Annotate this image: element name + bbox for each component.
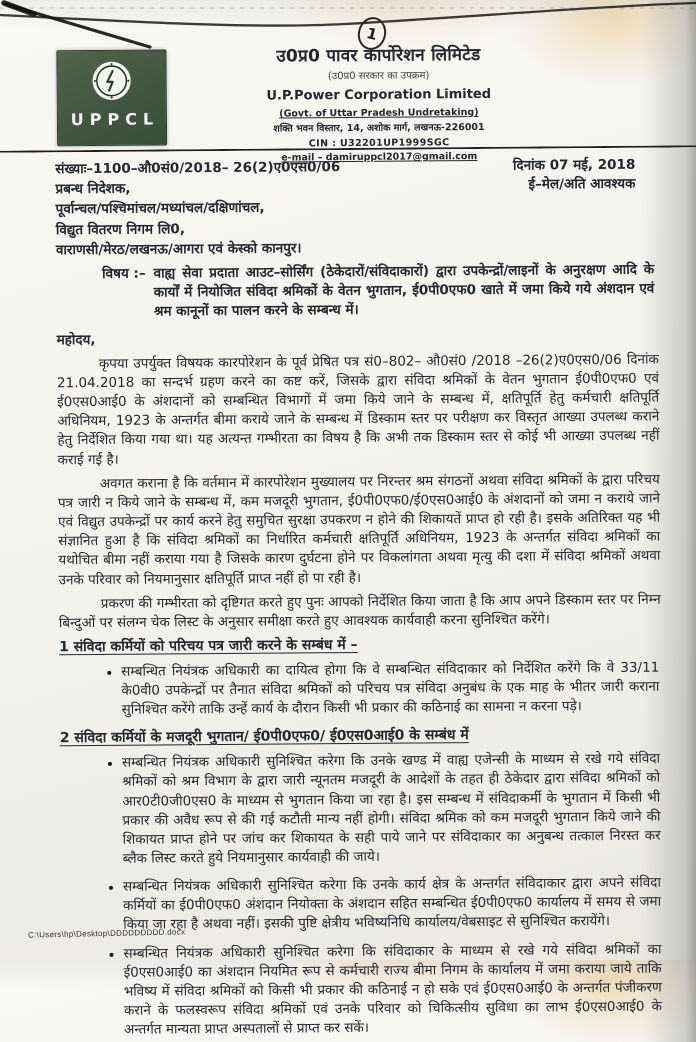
- addressee-line: वाराणसी/मेरठ/लखनऊ/आगरा एवं केस्को कानपुर।: [55, 240, 302, 259]
- section-1-bullet: • सम्बन्धित नियंत्रक अधिकारी का दायित्व होगा कि वे सम्बन्धित संविदाकार को निर्देशित करेंगे कि वे 33/11 के0वी0 उपकेन्द्रों पर तैनात संविदा श्रमिकों को परिचय पत्र संविदा अनुबंध के एक माह के भीतर जारी कराना सुनिश्चित करेंगे ताकि उन्हें कार्य के दौरान किसी भी प्रकार की कठिनाई का सामना न करना पड़े।: [121, 658, 661, 720]
- org-name-english: U.P.Power Corporation Limited: [266, 87, 492, 104]
- subject-text: वाह्य सेवा प्रदाता आउट–सोर्सिंग (ठेकेदारों/संविदाकारों) द्वारा उपकेन्द्रों/लाइनों के अनुरक्षण आदि के कार्यों में नियोजित संविदा श्रमिकों के वेतन भुगतान, ई0पी0एफ0 खाते में जमा किये गये अंशदान एवं श्रम कानूनों का पालन करने के सम्बन्ध में।: [153, 261, 655, 321]
- addressee-line: विद्युत वितरण निगम लि0,: [55, 220, 185, 238]
- org-subtitle-hindi: (उ0प्र0 सरकार का उपक्रम): [327, 70, 430, 83]
- letter-date: दिनांक 07 मई, 2018: [512, 156, 636, 174]
- footer-file-path: C:\Users\hp\Desktop\DDDDDDDDD.docx: [27, 927, 186, 940]
- paragraph: अवगत कराना है कि वर्तमान में कारपोरेशन मुख्यालय पर निरन्तर श्रम संगठनों अथवा संविदा श्रमिकों के द्वारा परिचय पत्र जारी न किये जाने के सम्बन्ध में, कम मजदूरी भुगतान, ई0पी0एफ0/ई0एस0आई0 के अंशदानों को जमा न कराये जाने एवं विद्युत उपकेन्द्रों पर कार्य करने हेतु समुचित सुरक्षा उपकरण न होने की शिकायतें प्राप्त हो रही है। इसके अतिरिक्त यह भी संज्ञानित हुआ है कि संविदा श्रमिकों का निर्धारित कर्मचारी क्षतिपूर्ति अधिनियम, 1923 के अन्तर्गत संविदा श्रमिकों का यथोचित बीमा नहीं कराया गया है जिसके कारण दुर्घटना होने पर विकलांगता अथवा मृत्यु की दशा में संविदा श्रमिकों अथवा उनके परिवार को नियमानुसार क्षतिपूर्ति प्राप्त नहीं हो पा रही है।: [57, 471, 661, 588]
- section-2-bullet: • सम्बन्धित नियंत्रक अधिकारी सुनिश्चित करेगा कि उनके कार्य क्षेत्र के अन्तर्गत संविदाकार द्वारा अपने संविदा कर्मियों का ई0पी0एफ0 अंशदान नियोक्ता के अंशदान सहित सम्बन्धित ई0पी0एफ0 कार्यालय में समय से जमा किया जा रहा है अथवा नहीं। इसकी पुष्टि क्षेत्रीय भविष्यनिधि कार्यालय/वेबसाइट से सुनिश्चित करायेंगे।: [123, 874, 663, 936]
- priority-note: ई–मेल/अति आवश्यक: [528, 175, 636, 193]
- section-2-bullets: [60, 750, 664, 1041]
- salutation: महोदय,: [56, 331, 96, 348]
- section-2-bullet: • सम्बन्धित नियंत्रक अधिकारी सुनिश्चित करेगा कि संविदाकार के माध्यम से रखे गये संविदा श्रमिकों का ई0एस0आई0 का अंशदान नियमित रूप से कर्मचारी राज्य बीमा निगम के कार्यालय में जमा कराया जाये ताकि भविष्य में संविदा श्रमिकों को किसी भी प्रकार की कठिनाई न हो सके एवं ई0एस0आई0 के अन्तर्गत पंजीकरण कराने के फलस्वरूप संविदा श्रमिकों एवं उनके परिवार को चिकित्सीय सुविधा का लाभ ई0एस0आई0 के अन्तर्गत मान्यता प्राप्त अस्पतालों से प्राप्त कर सकें।: [123, 940, 664, 1040]
- org-email: e-mail – damiruppcl2017@gmail.com: [281, 151, 478, 164]
- paragraph: प्रकरण की गम्भीरता को दृष्टिगत करते हुए पुनः आपको निर्देशित किया जाता है कि आप अपने डिस्काम स्तर पर निम्न बिन्दुओं पर संलग्न चेक लिस्ट के अनुसार समीक्षा करते हुए आवश्यक कार्यवाही करना सुनिश्चित करेंगे।: [58, 591, 661, 632]
- logo-wordmark: UPPCL: [70, 109, 160, 130]
- org-address: शक्ति भवन विस्तार, 14, अशोक मार्ग, लखनऊ-226001: [273, 122, 485, 135]
- org-name-hindi: उ0प्र0 पावर कार्पोरेशन लिमिटेड: [276, 44, 481, 67]
- subject-block: [56, 261, 658, 323]
- addressee-block: [55, 178, 301, 261]
- section-1-bullets: [59, 658, 661, 720]
- addressee-line: प्रबन्ध निदेशक,: [55, 180, 131, 198]
- addressee-row: [55, 175, 658, 261]
- section-1-heading: 1 संविदा कर्मियों को परिचय पत्र जारी करने के सम्बंध में –: [59, 636, 358, 656]
- ref-number: संख्याः–1100–औ0सं0/2018– 26(2)ए0एस0/06: [55, 159, 341, 178]
- subject-label: विषय :–: [102, 265, 146, 283]
- org-subtitle-english: (Govt. of Uttar Pradesh Undretaking): [279, 106, 479, 120]
- section-2-bullet: • सम्बन्धित नियंत्रक अधिकारी सुनिश्चित करेगा कि उनके खण्ड में वाह्य एजेन्सी के माध्यम से रखे गये संविदा श्रमिकों को श्रम विभाग के द्वारा जारी न्यूनतम मजदूरी के आदेशों के तहत ही ठेकेदार द्वारा संविदा श्रमिकों को आर0टी0जी0एस0 के माध्यम से भुगतान किया जा रहा है। इस सम्बन्ध में संविदाकर्मी के भुगतान में किसी भी प्रकार की अवैध रूप से की गई कटौती मान्य नहीं होगी। संविदा श्रमिक को कम मजदूरी भुगतान किये जाने की शिकायत प्राप्त होने पर जांच कर शिकायत के सही पाये जाने पर संविदाकार का अनुबन्ध तत्काल निरस्त कर ब्लैक लिस्ट करते हुये नियमानुसार कार्यवाही की जाये।: [122, 750, 663, 869]
- section-2-heading: 2 संविदा कर्मियों के मजदूरी भुगतान/ ई0पी0एफ0/ ई0एस0आई0 के सम्बंध में: [59, 727, 469, 747]
- paragraph: कृपया उपर्युक्त विषयक कारपोरेशन के पूर्व प्रेषित पत्र सं0–802– औ0सं0 /2018 –26(2)ए0एस0/06 दिनांक 21.04.2018 का सन्दर्भ ग्रहण करने का कष्ट करें, जिसके द्वारा संविदा श्रमिकों के वेतन भुगतान ई0पी0एफ0 एवं ई0एस0आई0 के अंशदानों को सम्बन्धित विभागों में जमा किये जाने के सम्बन्ध में, क्षतिपूर्ति हेतु कर्मचारी क्षतिपूर्ति अधिनियम, 1923 के अन्तर्गत बीमा कराये जाने के सम्बन्ध में डिस्काम स्तर पर परीक्षण कर विस्तृत आख्या उपलब्ध कराने हेतु निर्देशित किया गया था। यह अत्यन्त गम्भीरता का विषय है कि अभी तक डिस्काम स्तर से कोई भी आख्या उपलब्ध नहीं कराई गई है।: [56, 351, 660, 468]
- org-cin: CIN : U32201UP1999SGC: [308, 136, 450, 150]
- page-number: 1: [364, 23, 380, 44]
- addressee-line: पूर्वान्चल/पश्चिमांचल/मध्यांचल/दक्षिणांचल,: [55, 200, 265, 218]
